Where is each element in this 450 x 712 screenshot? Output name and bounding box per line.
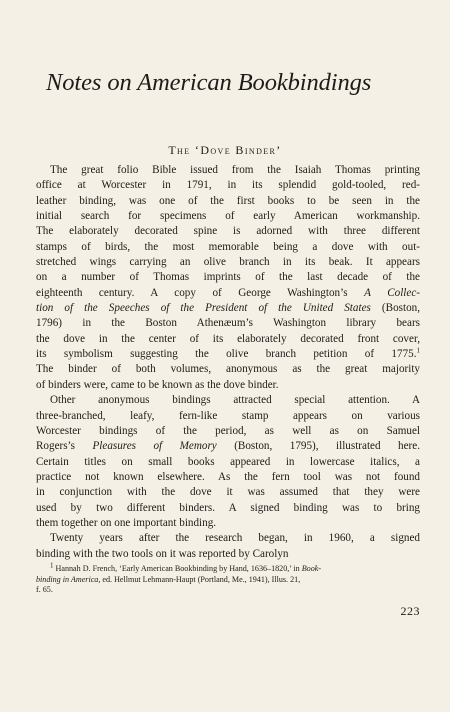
text-run: of binders were, came to be known as the dove binder. [36, 378, 279, 391]
italic-text: tion of the Speeches of the President of the United States [36, 302, 371, 315]
body-line [36, 347, 420, 362]
text-run: The binder of both volumes, anonymous as the great majority [36, 363, 420, 376]
body-line [36, 470, 420, 485]
body-line [36, 209, 420, 224]
text-run: office at Worcester in 1791, in its splendid gold-tooled, red- [36, 179, 420, 192]
italic-text: binding in America [36, 574, 99, 584]
body-line [36, 316, 420, 331]
footnote [36, 561, 420, 596]
page-number: 223 [400, 604, 420, 618]
text-run: , ed. Hellmut Lehmann-Haupt (Portland, Me., 1941), Illus. 21, [98, 574, 301, 584]
body-line [36, 362, 420, 377]
text-run: Other anonymous bindings attracted special attention. A [50, 394, 420, 407]
body-line [36, 286, 420, 301]
text-run: stretched wings carrying an olive branch in its beak. It appears [36, 256, 420, 269]
text-run: used by two different binders. A signed binding was to bring [36, 501, 420, 514]
body-line [36, 255, 420, 270]
text-run: (Boston, [370, 302, 420, 315]
body-line [36, 547, 420, 562]
text-run: leather binding, was one of the first books to be seen in the [36, 194, 420, 207]
text-run: 1796) in the Boston Athenæum’s Washington library bears [36, 317, 420, 330]
body-line [36, 240, 420, 255]
text-run: The great folio Bible issued from the Isaiah Thomas printing [50, 164, 420, 176]
text-run: stamps of birds, the most memorable being a dove with out- [36, 240, 420, 253]
body-line [36, 424, 420, 439]
text-run: the dove in the center of its elaborately decorated front cover, [36, 332, 420, 345]
body-line [36, 516, 420, 531]
body-line [36, 455, 420, 470]
text-run: in conjunction with the dove it was assumed that they were [36, 486, 420, 499]
text-run: eighteenth century. A copy of George Washington’s [36, 286, 365, 299]
text-run: Worcester bindings of the period, as well as on Samuel [36, 424, 420, 437]
page-title: Notes on American Bookbindings [46, 69, 372, 96]
text-run: practice not known elsewhere. As the fern tool was not found [36, 470, 420, 483]
footnote-marker: 1 [416, 347, 420, 355]
body-text [36, 163, 420, 562]
text-run: Rogers’s [36, 440, 93, 453]
body-line [36, 224, 420, 239]
body-line [36, 301, 420, 316]
body-line [36, 332, 420, 347]
italic-text: A Collec- [364, 286, 420, 299]
footnote-line [36, 561, 420, 575]
text-run: (Boston, 1795), illustrated here. [216, 440, 420, 453]
text-run: Hannah D. French, ‘Early American Bookbinding by Hand, 1636–1820,’ in [53, 564, 302, 573]
body-line [36, 531, 420, 546]
italic-text: Book- [301, 564, 322, 573]
text-run: Twenty years after the research began, in 1960, a signed [50, 532, 420, 545]
footnote-line [36, 585, 420, 596]
footnote-marker: 1 [50, 561, 54, 570]
text-run: its symbolism suggesting the olive branch petition of 1775. [36, 348, 417, 361]
body-line [36, 178, 420, 193]
body-line [36, 393, 420, 408]
text-run: The elaborately decorated spine is adorned with three different [36, 225, 420, 238]
text-run: initial search for specimens of early American workmanship. [36, 210, 420, 223]
text-run: three-branched, leafy, fern-like stamp appears on various [36, 409, 420, 422]
body-line [36, 409, 420, 424]
body-line [36, 485, 420, 500]
text-run: on a number of Thomas imprints of the last decade of the [36, 271, 420, 284]
section-heading: The ‘Dove Binder’ [168, 143, 282, 157]
body-line [36, 378, 420, 393]
body-line [36, 163, 420, 178]
body-line [36, 501, 420, 516]
italic-text: Pleasures of Memory [92, 440, 217, 453]
text-run: Certain titles on small books appeared in lowercase italics, a [36, 455, 420, 468]
body-line [36, 439, 420, 454]
text-run: f. 65. [36, 585, 53, 595]
text-run: binding with the two tools on it was reported by Carolyn [36, 547, 289, 560]
body-line [36, 270, 420, 285]
text-run: them together on one important binding. [36, 516, 217, 529]
body-line [36, 194, 420, 209]
footnote-line [36, 575, 420, 586]
